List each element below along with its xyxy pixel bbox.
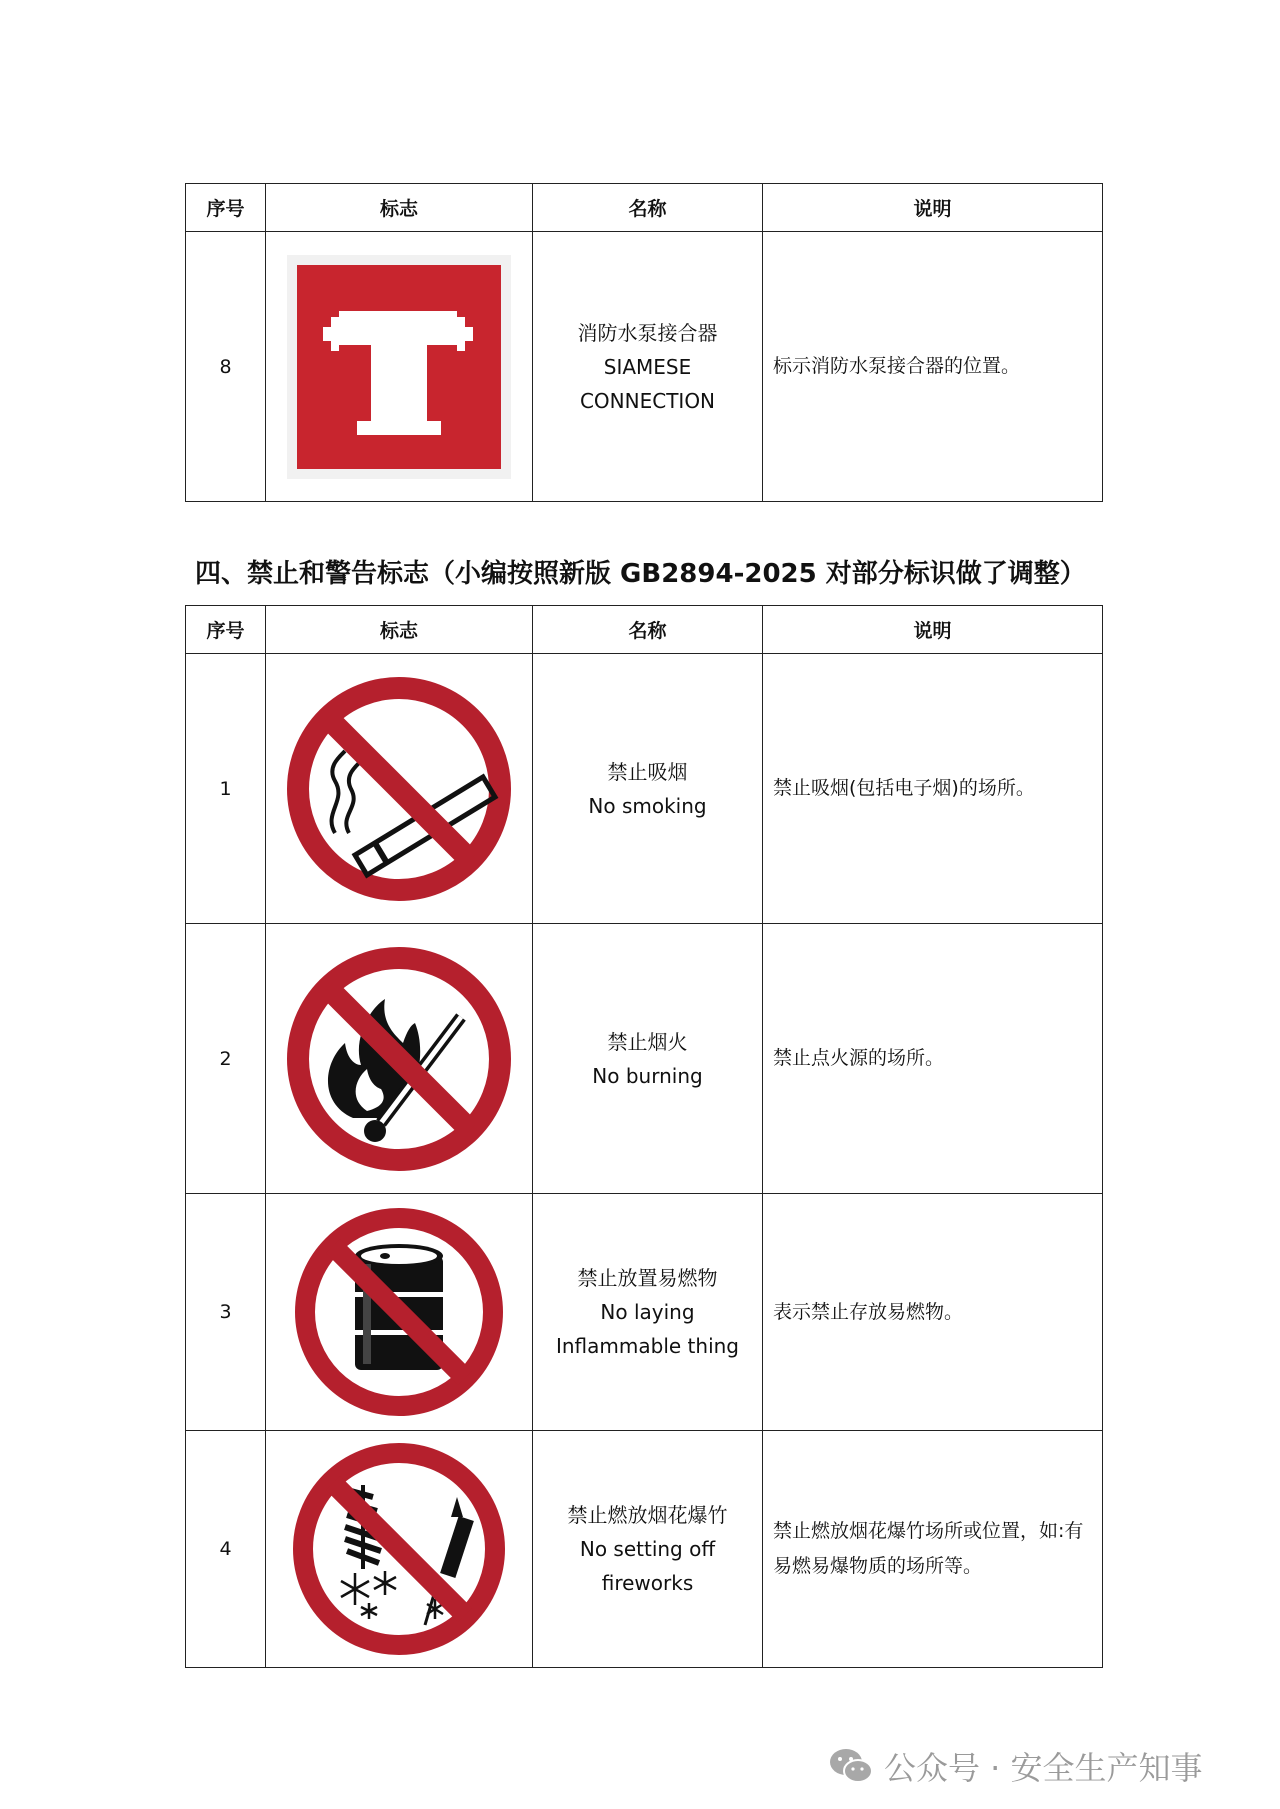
name-en: SIAMESE <box>603 354 692 379</box>
table-row <box>186 924 1103 1194</box>
watermark-text: 公众号 · 安全生产知事 <box>884 1749 1203 1787</box>
table-row <box>186 1431 1103 1668</box>
name-en-2: CONNECTION <box>579 388 716 413</box>
name-en: No smoking <box>588 793 707 818</box>
table-row <box>186 1194 1103 1431</box>
row-seq: 8 <box>186 232 266 502</box>
no-flammable-storage-sign-icon <box>291 1204 507 1420</box>
row-name <box>533 654 763 924</box>
row-seq: 1 <box>186 654 266 924</box>
name-en: No setting off <box>579 1537 716 1561</box>
row-desc: 禁止吸烟(包括电子烟)的场所。 <box>763 654 1103 924</box>
siamese-connection-sign-icon <box>277 245 521 489</box>
prohibition-sign-table <box>185 605 1103 1668</box>
table-header-row <box>186 184 1103 232</box>
table-row <box>186 654 1103 924</box>
row-seq: 2 <box>186 924 266 1194</box>
table-header-row <box>186 606 1103 654</box>
header-seq: 序号 <box>186 606 266 654</box>
row-name <box>533 924 763 1194</box>
wechat-icon <box>828 1746 874 1786</box>
section-title: 四、禁止和警告标志（小编按照新版 GB2894-2025 对部分标识做了调整） <box>195 559 1086 589</box>
header-name: 名称 <box>533 606 763 654</box>
header-name: 名称 <box>533 184 763 232</box>
row-sign <box>266 232 533 502</box>
row-desc: 禁止燃放烟花爆竹场所或位置，如:有易燃易爆物质的场所等。 <box>763 1431 1103 1668</box>
no-burning-sign-icon <box>283 943 515 1175</box>
name-cn: 禁止吸烟 <box>607 759 688 784</box>
header-desc: 说明 <box>763 606 1103 654</box>
header-seq: 序号 <box>186 184 266 232</box>
row-seq: 3 <box>186 1194 266 1431</box>
row-seq: 4 <box>186 1431 266 1668</box>
no-fireworks-sign-icon <box>289 1439 509 1659</box>
table-row <box>186 232 1103 502</box>
name-cn: 消防水泵接合器 <box>577 320 718 345</box>
row-sign <box>266 654 533 924</box>
row-desc: 禁止点火源的场所。 <box>763 924 1103 1194</box>
name-en: No laying <box>600 1300 695 1324</box>
name-cn: 禁止放置易燃物 <box>577 1266 718 1290</box>
row-sign <box>266 1431 533 1668</box>
name-cn: 禁止烟火 <box>607 1029 688 1054</box>
no-smoking-sign-icon <box>283 673 515 905</box>
header-sign: 标志 <box>266 184 533 232</box>
name-en: No burning <box>592 1063 703 1088</box>
name-en-2: Inflammable thing <box>555 1334 739 1358</box>
watermark <box>828 1744 1203 1788</box>
row-sign <box>266 924 533 1194</box>
name-cn: 禁止燃放烟花爆竹 <box>567 1503 728 1527</box>
row-name <box>533 1194 763 1431</box>
row-name <box>533 1431 763 1668</box>
row-desc: 标示消防水泵接合器的位置。 <box>763 232 1103 502</box>
row-desc: 表示禁止存放易燃物。 <box>763 1194 1103 1431</box>
fire-sign-table <box>185 183 1103 502</box>
name-en-2: fireworks <box>601 1571 694 1595</box>
row-sign <box>266 1194 533 1431</box>
header-desc: 说明 <box>763 184 1103 232</box>
row-name <box>533 232 763 502</box>
header-sign: 标志 <box>266 606 533 654</box>
